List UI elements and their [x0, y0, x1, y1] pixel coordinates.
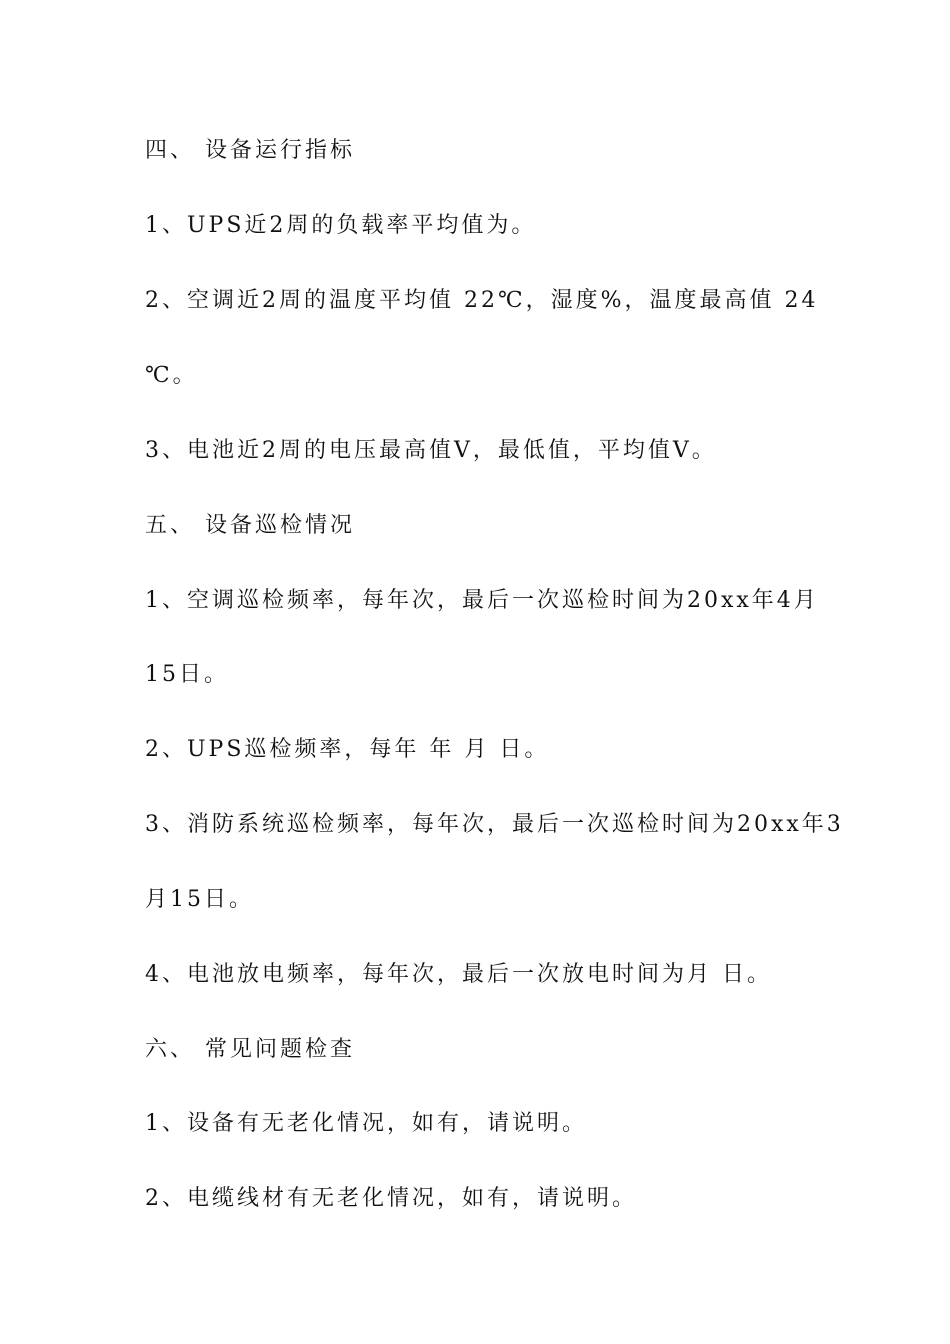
- paragraph-line: 2、电缆线材有无老化情况，如有，请说明。: [145, 1186, 637, 1211]
- paragraph-line: 3、电池近2周的电压最高值V，最低值，平均值V。: [145, 438, 717, 463]
- paragraph-line: 1、空调巡检频率，每年次，最后一次巡检时间为20xx年4月: [145, 588, 819, 613]
- paragraph-line: 1、UPS近2周的负载率平均值为。: [145, 213, 537, 238]
- section-heading: 六、 常见问题检查: [145, 1037, 355, 1062]
- paragraph-line: ℃。: [145, 363, 198, 388]
- paragraph-line: 月15日。: [145, 887, 254, 912]
- paragraph-line: 1、设备有无老化情况，如有，请说明。: [145, 1111, 587, 1136]
- section-heading: 四、 设备运行指标: [145, 138, 355, 163]
- paragraph-line: 2、空调近2周的温度平均值 22℃，湿度%，温度最高值 24: [145, 288, 819, 313]
- paragraph-line: 4、电池放电频率，每年次，最后一次放电时间为月 日。: [145, 962, 772, 987]
- paragraph-line: 15日。: [145, 662, 229, 687]
- paragraph-line: 2、UPS巡检频率，每年 年 月 日。: [145, 737, 550, 762]
- paragraph-line: 3、消防系统巡检频率，每年次，最后一次巡检时间为20xx年3: [145, 812, 844, 837]
- section-heading: 五、 设备巡检情况: [145, 513, 355, 538]
